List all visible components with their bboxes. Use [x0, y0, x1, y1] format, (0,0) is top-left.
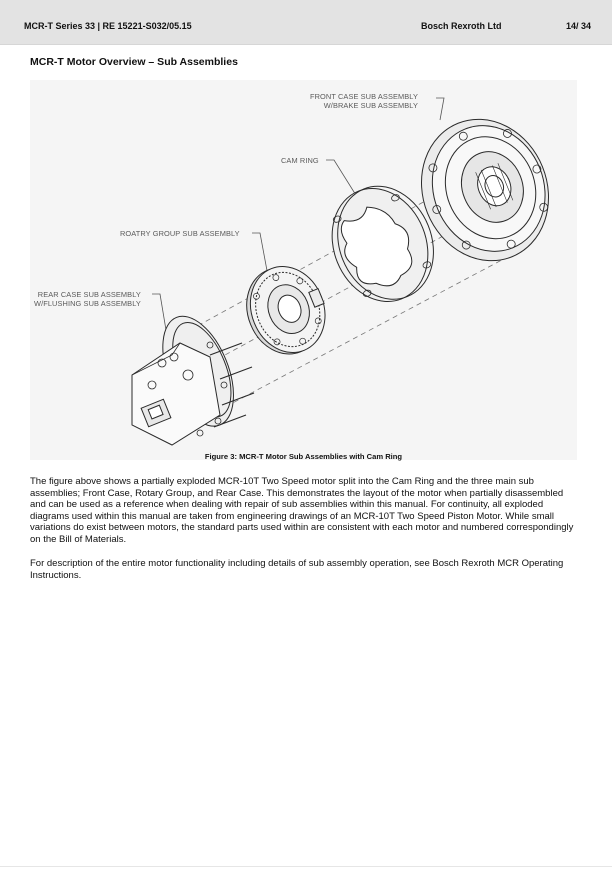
section-title: MCR-T Motor Overview – Sub Assemblies — [30, 56, 238, 68]
rear-case-callout — [34, 290, 141, 308]
front-case-callout-line2: W/BRAKE SUB ASSEMBLY — [323, 101, 418, 110]
body-paragraph-1: The figure above shows a partially exploded MCR-10T Two Speed motor split into the Cam Ring and the three main sub assemblies; Front Case, Rotary Group, and Rear Case. This demonstrates the layout of the motor when partially disassembled and can be used as a reference when dealing with repair of sub assemblies within this manual. For continuity, all exploded diagrams used within this manual are taken from engineering drawings of an MCR-10T Two Speed Piston Motor. While small variations do exist between motors, the standard parts used within are consistent with each motor and numbered correspondingly on the Bill of Materials. — [30, 476, 574, 545]
page-header — [0, 0, 612, 45]
rotary-group-callout: ROATRY GROUP SUB ASSEMBLY — [120, 229, 240, 238]
rear-case-callout-line2: W/FLUSHING SUB ASSEMBLY — [34, 299, 141, 308]
front-case-callout — [310, 92, 418, 110]
figure-caption: Figure 3: MCR-T Motor Sub Assemblies with Cam Ring — [204, 452, 403, 461]
cam-ring-callout: CAM RING — [281, 156, 319, 165]
rear-case-sub-assembly — [132, 306, 254, 445]
exploded-motor-figure — [30, 80, 577, 460]
body-paragraph-2: For description of the entire motor functionality including details of sub assembly operation, see Bosch Rexroth MCR Operating Instructions. — [30, 558, 564, 581]
rotary-group-sub-assembly — [234, 255, 337, 365]
footer-divider — [0, 866, 612, 867]
rear-case-callout-line1: REAR CASE SUB ASSEMBLY — [37, 290, 141, 299]
exploded-motor-drawing — [30, 80, 577, 460]
front-case-callout-line1: FRONT CASE SUB ASSEMBLY — [310, 92, 418, 101]
company-name: Bosch Rexroth Ltd — [421, 21, 502, 31]
document-reference: MCR-T Series 33 | RE 15221-S032/05.15 — [24, 21, 192, 31]
page-number: 14/ 34 — [566, 21, 592, 31]
